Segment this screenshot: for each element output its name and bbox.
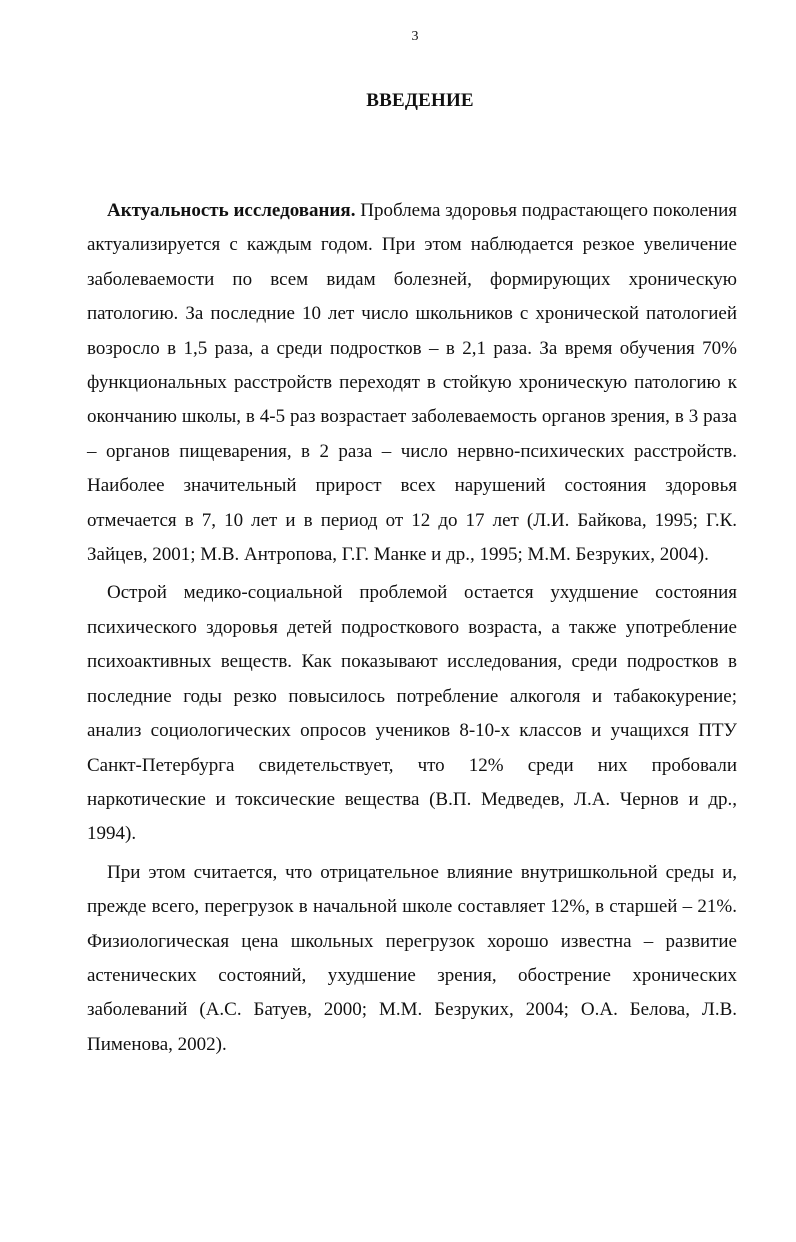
page-heading: ВВЕДЕНИЕ [366, 90, 474, 111]
paragraph-lead: Актуальность исследования. [107, 200, 356, 221]
page-number: 3 [411, 29, 419, 44]
paragraph-school-overload: При этом считается, что отрицательное влияние внутришкольной среды и, прежде всего, перегрузок в начальной школе составляет 12%, в старшей – 21%. Физиологическая цена школьных перегрузок хорошо известна – развитие астенических состояний, ухудшение зрения, обострение хронических заболеваний (А.С. Батуев, 2000; М.М. Безруких, 2004; О.А. Белова, Л.В. Пименова, 2002). [87, 861, 737, 1055]
paragraph-relevance [87, 194, 737, 572]
paragraph-text: Проблема здоровья подрастающего поколения актуализируется с каждым годом. При этом наблюдается резкое увеличение заболеваемости по всем видам болезней, формирующих хроническую патологию. За последние 10 лет число школьников с хронической патологией возросло в 1,5 раза, а среди подростков – в 2,1 раза. За время обучения 70% функциональных расстройств переходят в стойкую хроническую патологию к окончанию школы, в 4-5 раз возрастает заболеваемость органов зрения, в 3 раза – органов пищеварения, в 2 раза – число нервно-психических расстройств. Наиболее значительный прирост всех нарушений состояния здоровья отмечается в 7, 10 лет и в период от 12 до 17 лет (Л.И. Байкова, 1995; Г.К. Зайцев, 2001; М.В. Антропова, Г.Г. Манке и др., 1995; М.М. Безруких, 2004). [87, 200, 737, 566]
document-body [87, 194, 737, 1062]
paragraph-mental-health: Острой медико-социальной проблемой остается ухудшение состояния психического здоровья детей подросткового возраста, а также употребление психоактивных веществ. Как показывают исследования, среди подростков в последние годы резко повысилось потребление алкоголя и табакокурение; анализ социологических опросов учеников 8-10-х классов и учащихся ПТУ Санкт-Петербурга свидетельствует, что 12% среди них пробовали наркотические и токсические вещества (В.П. Медведев, Л.А. Чернов и др., 1994). [87, 582, 737, 845]
